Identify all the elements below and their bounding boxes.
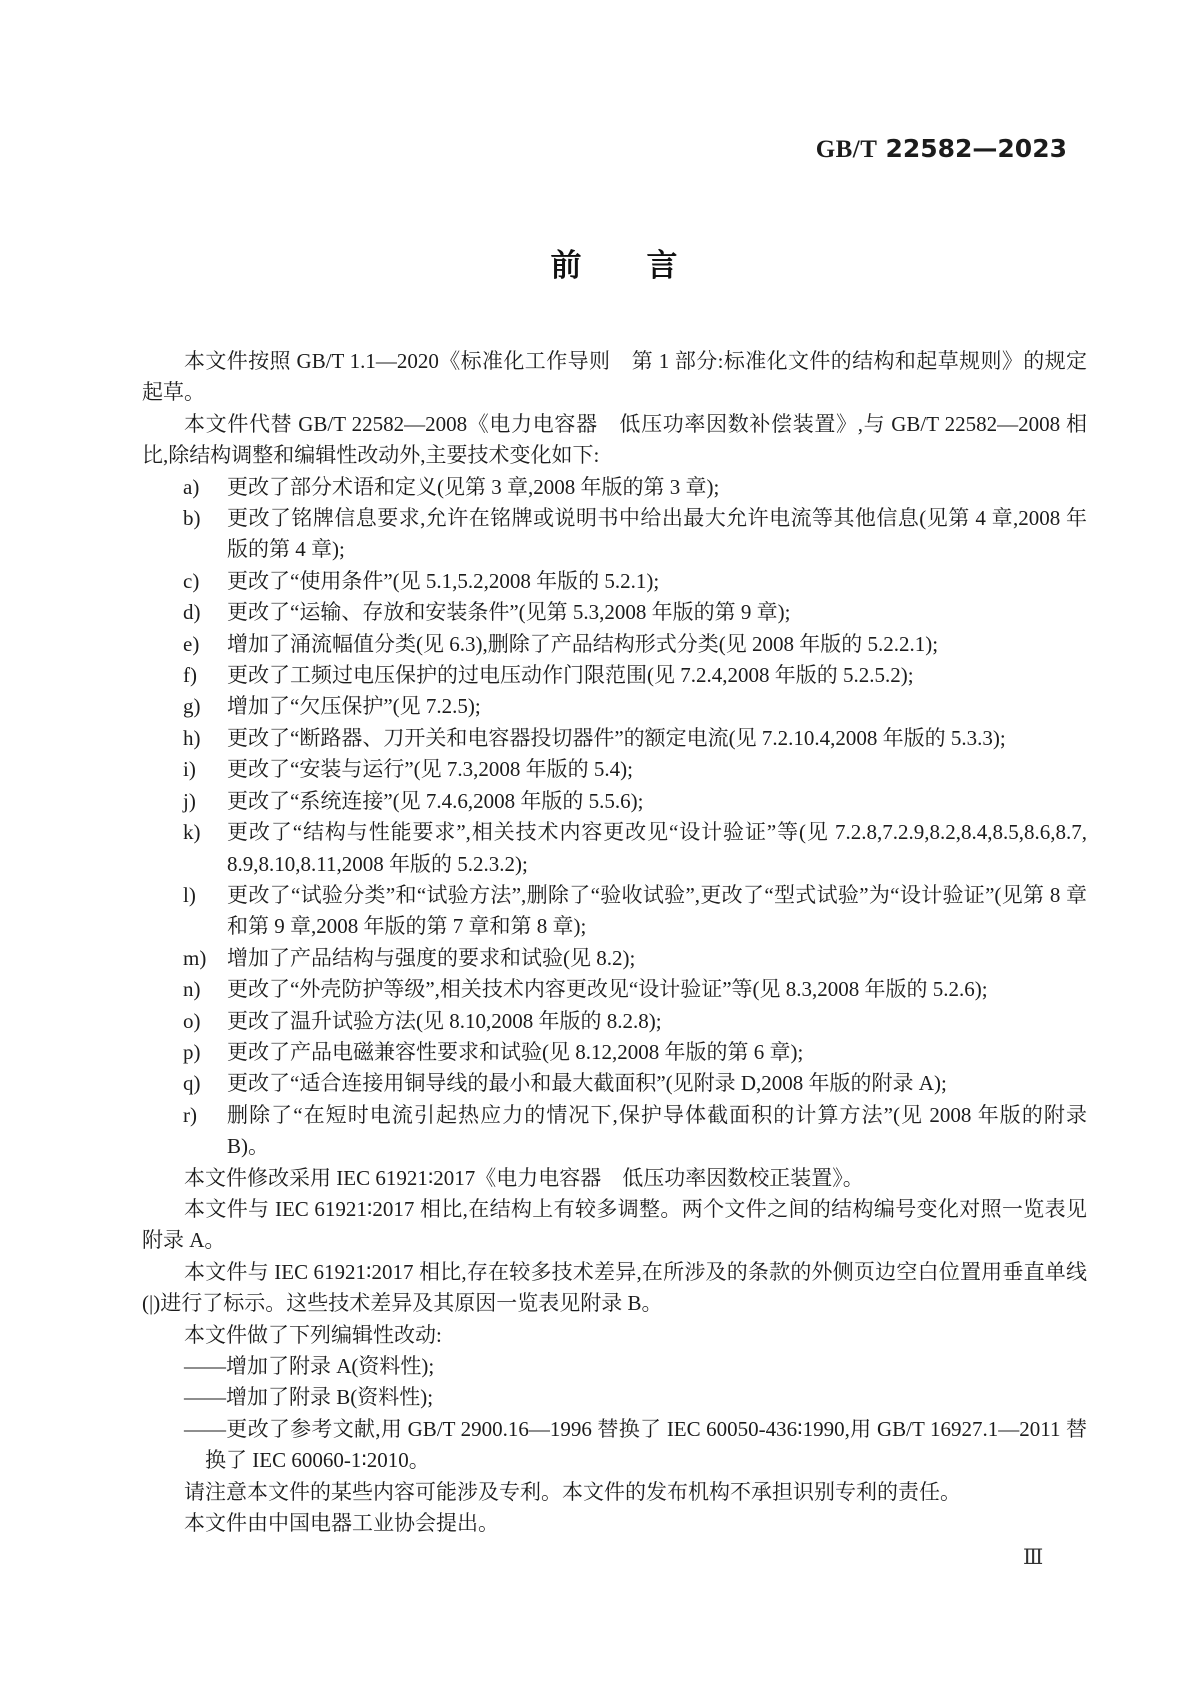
list-item: [183, 566, 1087, 597]
list-item-text: 增加了涌流幅值分类(见 6.3),删除了产品结构形式分类(见 2008 年版的 5.2.2.1);: [227, 631, 939, 656]
document-body: [142, 346, 1087, 1539]
paragraph: 请注意本文件的某些内容可能涉及专利。本文件的发布机构不承担识别专利的责任。: [184, 1479, 961, 1504]
list-item-text: 更改了部分术语和定义(见第 3 章,2008 年版的第 3 章);: [227, 474, 720, 499]
list-item-label: h): [183, 725, 201, 750]
list-item-text: 更改了“外壳防护等级”,相关技术内容更改见“设计验证”等(见 8.3,2008 年版的 5.2.6);: [227, 977, 988, 1002]
list-item-text: 更改了产品电磁兼容性要求和试验(见 8.12,2008 年版的第 6 章);: [227, 1039, 804, 1064]
list-item-text: 更改了“结构与性能要求”,相关技术内容更改见“设计验证”等(见 7.2.8,7.2.9,8.2,8.4,8.5,8.6,8.7, 8.9,8.10,8.11,2008 年版的 5.2.3.2);: [227, 820, 1087, 876]
paragraph: 本文件由中国电器工业协会提出。: [184, 1511, 499, 1536]
list-item: [183, 754, 1087, 785]
list-item-label: c): [183, 568, 200, 593]
list-item-text: 更改了工频过电压保护的过电压动作门限范围(见 7.2.4,2008 年版的 5.2.5.2);: [227, 663, 914, 688]
list-item-label: i): [183, 757, 196, 782]
paragraph: 本文件与 IEC 61921∶2017 相比,存在较多技术差异,在所涉及的条款的外侧页边空白位置用垂直单线(|)进行了标示。这些技术差异及其原因一览表见附录 B。: [142, 1259, 1087, 1316]
list-item: [183, 880, 1087, 943]
list-item: [183, 817, 1087, 880]
paragraph: 本文件修改采用 IEC 61921∶2017《电力电容器 低压功率因数校正装置》。: [184, 1165, 864, 1190]
list-item-label: m): [183, 945, 207, 970]
list-item-text: 更改了铭牌信息要求,允许在铭牌或说明书中给出最大允许电流等其他信息(见第 4 章,2008 年版的第 4 章);: [227, 506, 1087, 562]
standard-number-value: 22582—2023: [885, 134, 1067, 163]
list-item-text: 更改了“安装与运行”(见 7.3,2008 年版的 5.4);: [227, 757, 633, 782]
list-item-label: p): [183, 1039, 201, 1064]
list-item-label: r): [183, 1102, 197, 1127]
list-item-text: 更改了温升试验方法(见 8.10,2008 年版的 8.2.8);: [227, 1008, 662, 1033]
list-item-text: 删除了“在短时电流引起热应力的情况下,保护导体截面积的计算方法”(见 2008 年版的附录 B)。: [227, 1102, 1087, 1159]
list-item-text: 更改了“断路器、刀开关和电容器投切器件”的额定电流(见 7.2.10.4,2008 年版的 5.3.3);: [227, 725, 1006, 750]
list-item-label: e): [183, 631, 200, 656]
standard-number: [816, 134, 1067, 164]
list-item: [183, 943, 1087, 974]
list-item-text: 更改了“使用条件”(见 5.1,5.2,2008 年版的 5.2.1);: [227, 568, 660, 593]
list-item-label: q): [183, 1071, 201, 1096]
page-number: Ⅲ: [1023, 1545, 1044, 1569]
dash-item: ——增加了附录 A(资料性);: [184, 1354, 435, 1378]
list-item-label: k): [183, 820, 201, 845]
list-item-label: j): [183, 788, 196, 813]
list-item: [183, 786, 1087, 817]
list-item-text: 更改了“适合连接用铜导线的最小和最大截面积”(见附录 D,2008 年版的附录 A);: [227, 1071, 947, 1096]
list-item: [183, 723, 1087, 754]
list-item: [183, 974, 1087, 1005]
paragraph: 本文件做了下列编辑性改动:: [184, 1322, 442, 1347]
list-item: [183, 1068, 1087, 1099]
dash-item: ——增加了附录 B(资料性);: [184, 1385, 434, 1410]
list-item-label: n): [183, 977, 201, 1002]
list-item: [183, 597, 1087, 628]
list-item: [183, 1037, 1087, 1068]
list-item-label: b): [183, 506, 201, 531]
list-item-label: a): [183, 474, 200, 499]
list-item: [183, 1006, 1087, 1037]
list-item: [183, 472, 1087, 503]
list-item-label: o): [183, 1008, 201, 1033]
list-item-text: 更改了“运输、存放和安装条件”(见第 5.3,2008 年版的第 9 章);: [227, 600, 791, 625]
list-item: [183, 629, 1087, 660]
list-item: [183, 660, 1087, 691]
dash-item: ——更改了参考文献,用 GB/T 2900.16—1996 替换了 IEC 60050-436∶1990,用 GB/T 16927.1—2011 替换了 IEC 60060-1∶2010。: [184, 1416, 1087, 1473]
list-item-text: 增加了“欠压保护”(见 7.2.5);: [227, 694, 481, 719]
paragraph: 本文件代替 GB/T 22582—2008《电力电容器 低压功率因数补偿装置》,与 GB/T 22582—2008 相比,除结构调整和编辑性改动外,主要技术变化如下:: [142, 411, 1087, 468]
list-item-label: d): [183, 600, 201, 625]
list-item-text: 更改了“试验分类”和“试验方法”,删除了“验收试验”,更改了“型式试验”为“设计验证”(见第 8 章和第 9 章,2008 年版的第 7 章和第 8 章);: [227, 882, 1087, 939]
list-item: [183, 1100, 1087, 1163]
paragraph: 本文件与 IEC 61921∶2017 相比,在结构上有较多调整。两个文件之间的结构编号变化对照一览表见附录 A。: [142, 1196, 1087, 1253]
page-title: 前 言: [550, 248, 679, 283]
list-item-label: f): [183, 663, 197, 688]
list-item: [183, 691, 1087, 722]
list-item-label: g): [183, 694, 201, 719]
list-item: [183, 503, 1087, 566]
list-item-text: 更改了“系统连接”(见 7.4.6,2008 年版的 5.5.6);: [227, 788, 644, 813]
standard-number-prefix: GB/T: [815, 136, 878, 163]
paragraph: 本文件按照 GB/T 1.1—2020《标准化工作导则 第 1 部分:标准化文件的结构和起草规则》的规定起草。: [142, 349, 1087, 405]
list-item-text: 增加了产品结构与强度的要求和试验(见 8.2);: [227, 945, 636, 970]
list-item-label: l): [183, 882, 196, 907]
